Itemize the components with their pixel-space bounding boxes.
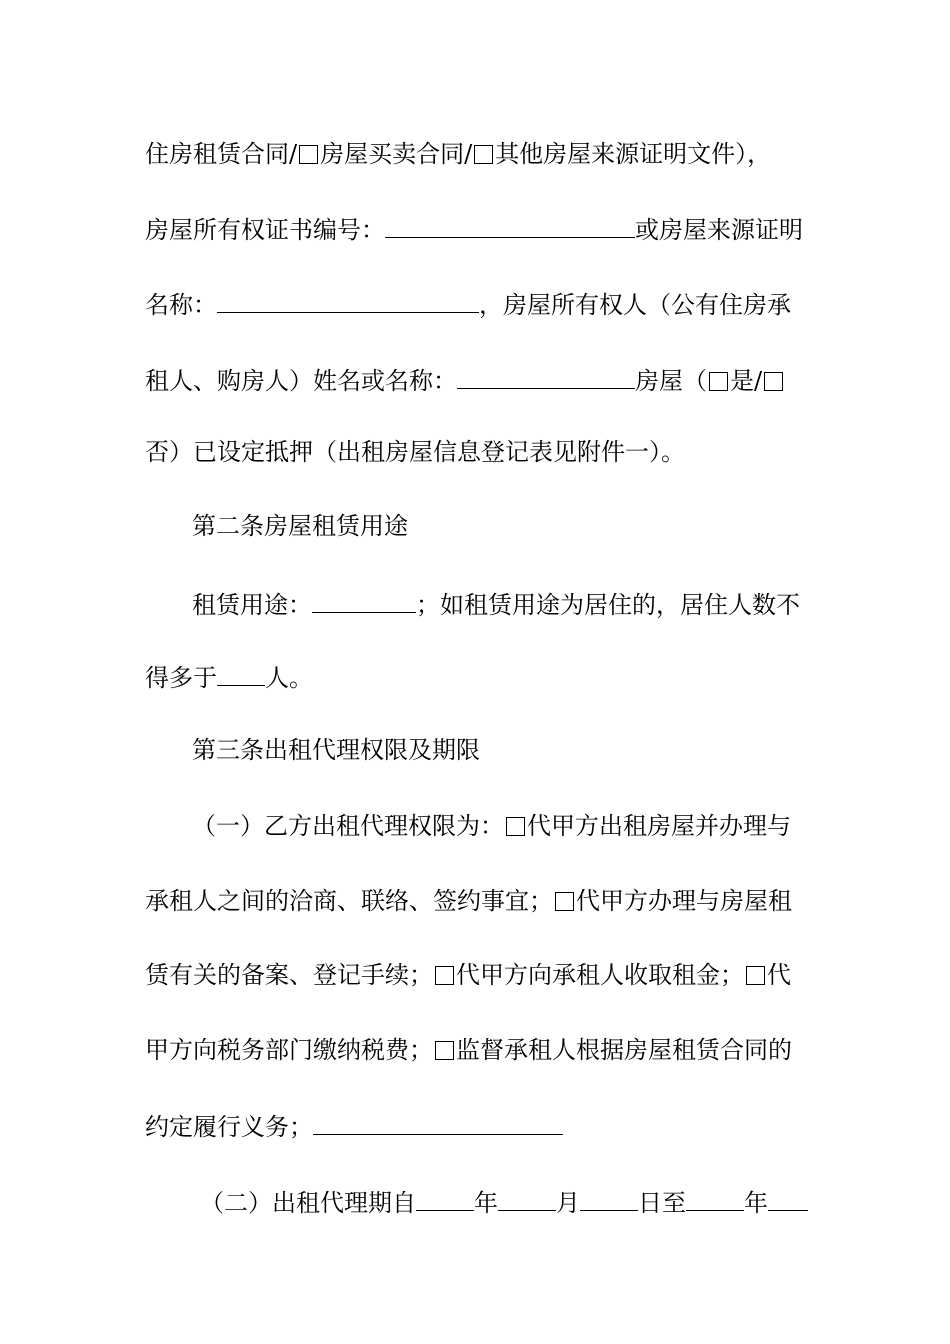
text: 租人、购房人）姓名或名称： (145, 367, 457, 395)
text: 人。 (265, 664, 313, 692)
text: 代 (767, 961, 791, 989)
text-line-7 (192, 582, 812, 622)
text: 约定履行义务； (145, 1113, 313, 1141)
fill-blank[interactable] (580, 1180, 638, 1211)
text: 住房租赁合同/ (145, 140, 298, 168)
text: 其他房屋来源证明文件）， (495, 140, 772, 168)
fill-blank[interactable] (217, 655, 265, 686)
checkbox[interactable] (709, 372, 728, 391)
text-line-1 (145, 134, 810, 174)
text: 得多于 (145, 664, 217, 692)
text: （一）乙方出租代理权限为： (192, 812, 504, 840)
checkbox[interactable] (506, 817, 525, 836)
checkbox[interactable] (746, 966, 765, 985)
text-line-5 (145, 432, 810, 472)
text: 租赁用途： (192, 591, 312, 619)
checkbox[interactable] (435, 966, 454, 985)
text: 年 (474, 1189, 498, 1217)
text-line-12 (145, 955, 810, 995)
text: 是/ (730, 367, 763, 395)
text: 房屋买卖合同/ (320, 140, 473, 168)
text: 否）已设定抵押（出租房屋信息登记表见附件一）。 (145, 438, 685, 466)
text: 第三条出租代理权限及期限 (192, 736, 480, 764)
text: 第二条房屋租赁用途 (192, 512, 408, 540)
fill-blank[interactable] (416, 1180, 474, 1211)
fill-blank[interactable] (313, 1104, 563, 1135)
text: 房屋（ (635, 367, 707, 395)
fill-blank[interactable] (312, 582, 416, 613)
text-line-13 (145, 1030, 810, 1070)
text: 甲方向税务部门缴纳税费； (145, 1036, 433, 1064)
fill-blank[interactable] (686, 1180, 744, 1211)
checkbox[interactable] (299, 145, 318, 164)
checkbox[interactable] (474, 145, 493, 164)
fill-blank[interactable] (768, 1180, 808, 1211)
text-line-14 (145, 1104, 810, 1144)
fill-blank[interactable] (217, 282, 479, 313)
text: （二）出租代理期自 (200, 1189, 416, 1217)
text: ，房屋所有权人（公有住房承 (479, 291, 791, 319)
text-line-4 (145, 358, 810, 398)
text: 日至 (638, 1189, 686, 1217)
fill-blank[interactable] (498, 1180, 556, 1211)
text: 名称： (145, 291, 217, 319)
section-heading-2 (192, 506, 857, 546)
text: 赁有关的备案、登记手续； (145, 961, 433, 989)
text-line-11 (145, 881, 810, 921)
text: ；如租赁用途为居住的，居住人数不 (416, 591, 800, 619)
checkbox[interactable] (555, 892, 574, 911)
text: 或房屋来源证明 (635, 216, 803, 244)
text: 代甲方办理与房屋租 (576, 887, 792, 915)
text: 月 (556, 1189, 580, 1217)
section-heading-3 (192, 730, 857, 770)
text-line-2 (145, 207, 810, 247)
checkbox[interactable] (435, 1041, 454, 1060)
text: 承租人之间的洽商、联络、签约事宜； (145, 887, 553, 915)
text: 房屋所有权证书编号： (145, 216, 385, 244)
text-line-15 (200, 1180, 810, 1220)
text: 代甲方出租房屋并办理与 (527, 812, 791, 840)
fill-blank[interactable] (385, 207, 635, 238)
text-line-8 (145, 655, 810, 695)
text-line-10 (192, 806, 812, 846)
text: 年 (744, 1189, 768, 1217)
fill-blank[interactable] (457, 358, 635, 389)
text-line-3 (145, 282, 810, 322)
text: 代甲方向承租人收取租金； (456, 961, 744, 989)
checkbox[interactable] (764, 372, 783, 391)
text: 监督承租人根据房屋租赁合同的 (456, 1036, 792, 1064)
